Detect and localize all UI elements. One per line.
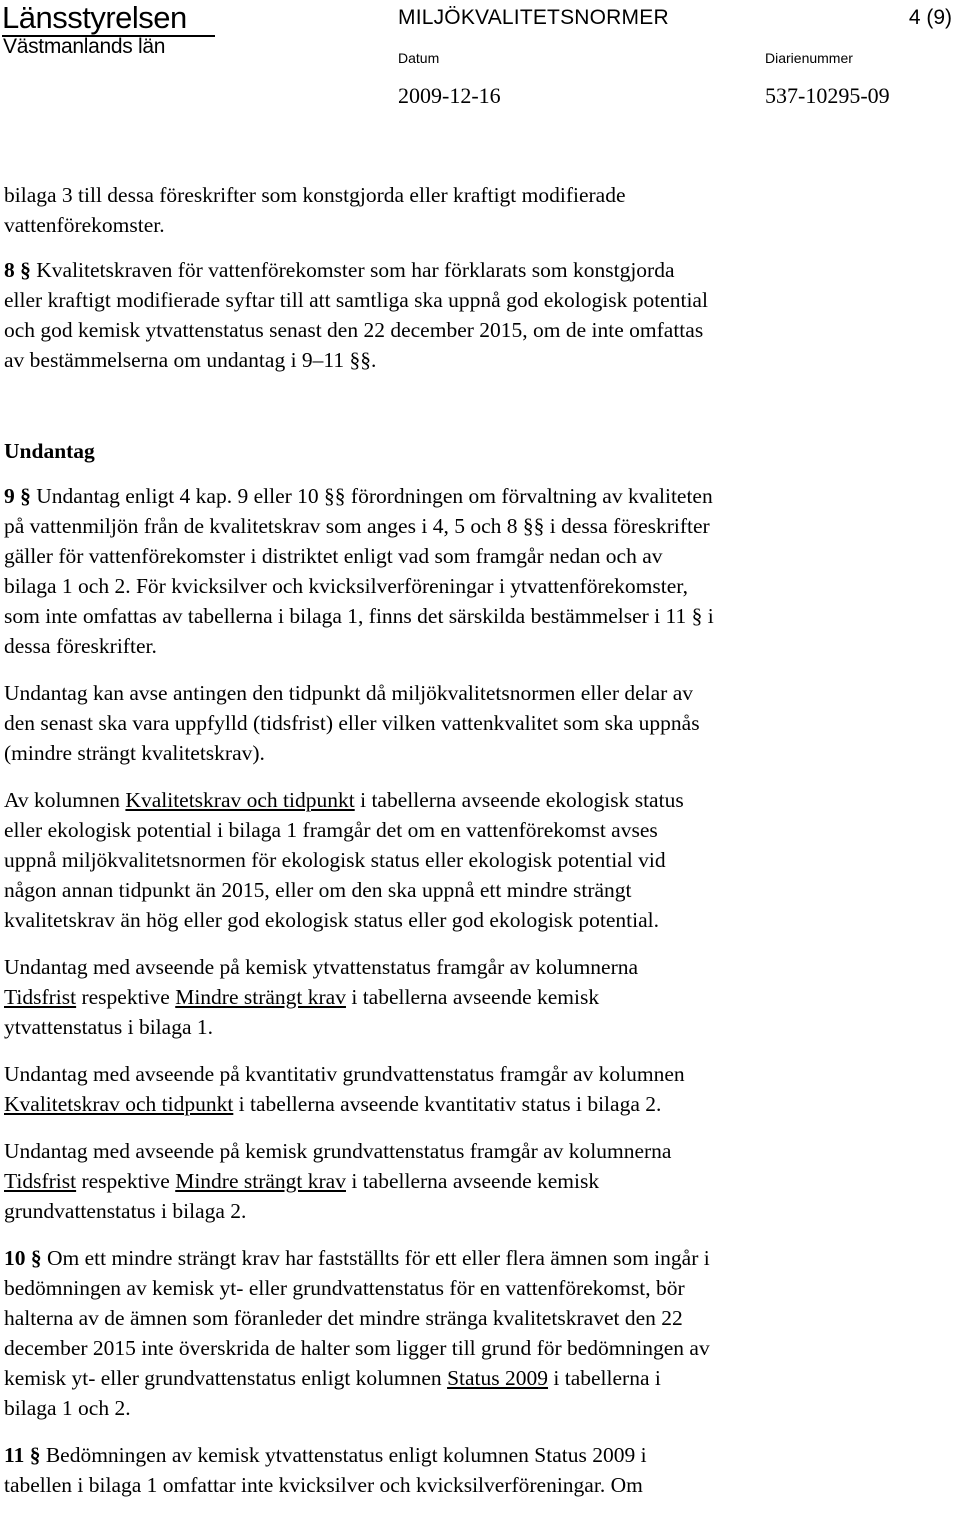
date-label: Datum — [398, 50, 440, 66]
text-span: kemisk yt- eller grundvattenstatus enligt kolumnen — [4, 1366, 448, 1390]
text-line: gäller för vattenförekomster i distriktet enligt vad som framgår nedan och av — [4, 544, 663, 568]
text-span: Kvalitetskraven för vattenförekomster som har förklarats som konstgjorda — [30, 258, 675, 282]
section-sign: § — [20, 258, 31, 282]
text-line — [4, 1440, 954, 1470]
text-line — [4, 785, 954, 815]
text-line: dessa föreskrifter. — [4, 634, 157, 658]
text-line: Undantag med avseende på kemisk ytvattenstatus framgår av kolumnerna — [4, 955, 639, 979]
text-line — [4, 982, 954, 1012]
text-line — [4, 1363, 954, 1393]
text-line: bilaga 3 till dessa föreskrifter som konstgjorda eller kraftigt modifierade — [4, 183, 626, 207]
text-span: i tabellerna avseende kemisk — [345, 985, 600, 1009]
text-line — [4, 481, 954, 511]
column-reference: Kvalitetskrav och tidpunkt — [125, 788, 355, 812]
document-type: MILJÖKVALITETSNORMER — [398, 6, 669, 29]
text-line: ytvattenstatus i bilaga 1. — [4, 1015, 213, 1039]
lansstyrelsen-logo — [2, 2, 216, 58]
paragraph-bilaga3 — [4, 180, 954, 240]
paragraph-kvantitativ — [4, 1059, 954, 1119]
page-number: 4 (9) — [908, 6, 952, 29]
date-value: 2009-12-16 — [398, 83, 501, 108]
text-line: vattenförekomster. — [4, 213, 165, 237]
section-number: 11 — [4, 1443, 25, 1467]
text-line: bilaga 1 och 2. — [4, 1396, 131, 1420]
text-line: bilaga 1 och 2. För kvicksilver och kvicksilverföreningar i ytvattenförekomster, — [4, 574, 688, 598]
text-span: Av kolumnen — [4, 788, 126, 812]
column-reference: Mindre strängt krav — [175, 985, 346, 1009]
text-line: december 2015 inte överskrida de halter som ligger till grund för bedömningen av — [4, 1336, 710, 1360]
text-span: respektive — [76, 985, 176, 1009]
text-line: (mindre strängt kvalitetskrav). — [4, 741, 265, 765]
text-line: av bestämmelserna om undantag i 9–11 §§. — [4, 348, 377, 372]
text-line: bedömningen av kemisk yt- eller grundvattenstatus för en vattenförekomst, bör — [4, 1276, 685, 1300]
text-span: i tabellerna avseende kvantitativ status i bilaga 2. — [233, 1092, 662, 1116]
text-line: den senast ska vara uppfylld (tidsfrist) eller vilken vattenkvalitet som ska uppnås — [4, 711, 700, 735]
text-line — [4, 1243, 954, 1273]
text-line: halterna av de ämnen som föranleder det mindre stränga kvalitetskravet den 22 — [4, 1306, 683, 1330]
section-number: 8 — [4, 258, 15, 282]
text-span: i tabellerna avseende ekologisk status — [354, 788, 684, 812]
paragraph-undantag — [4, 678, 954, 768]
text-line: kvalitetskrav än hög eller god ekologisk status eller god ekologisk potential. — [4, 908, 660, 932]
section-11 — [4, 1440, 954, 1500]
text-line: som inte omfattas av tabellerna i bilaga 1, finns det särskilda bestämmelser i 11 § i — [4, 604, 714, 628]
text-line: Undantag med avseende på kvantitativ grundvattenstatus framgår av kolumnen — [4, 1062, 685, 1086]
text-span: Bedömningen av kemisk ytvattenstatus enligt kolumnen Status 2009 i — [40, 1443, 647, 1467]
section-8 — [4, 255, 954, 375]
column-reference: Tidsfrist — [4, 985, 77, 1009]
section-number: 10 — [4, 1246, 26, 1270]
text-span: i tabellerna avseende kemisk — [345, 1169, 600, 1193]
column-reference: Kvalitetskrav och tidpunkt — [4, 1092, 234, 1116]
text-line — [4, 1089, 954, 1119]
text-line — [4, 1166, 954, 1196]
text-span: respektive — [76, 1169, 176, 1193]
text-line: Undantag med avseende på kemisk grundvattenstatus framgår av kolumnerna — [4, 1139, 672, 1163]
section-sign: § — [20, 484, 31, 508]
text-span: Om ett mindre strängt krav har fastställts för ett eller flera ämnen som ingår i — [41, 1246, 710, 1270]
section-10 — [4, 1243, 954, 1423]
text-span: i tabellerna i — [548, 1366, 661, 1390]
text-line: tabellen i bilaga 1 omfattar inte kvicksilver och kvicksilverföreningar. Om — [4, 1473, 643, 1497]
paragraph-kolumnen — [4, 785, 954, 935]
text-line: på vattenmiljön från de kvalitetskrav som anges i 4, 5 och 8 §§ i dessa föreskrifter — [4, 514, 710, 538]
text-line: eller kraftigt modifierade syftar till att samtliga ska uppnå god ekologisk potential — [4, 288, 708, 312]
section-heading: Undantag — [4, 439, 95, 463]
text-line — [4, 255, 954, 285]
diary-label: Diarienummer — [765, 50, 853, 66]
text-line: uppnå miljökvalitetsnormen för ekologisk status eller ekologisk potential vid — [4, 848, 666, 872]
text-line: och god kemisk ytvattenstatus senast den 22 december 2015, om de inte omfattas — [4, 318, 704, 342]
diary-value: 537-10295-09 — [765, 83, 890, 108]
document-body — [4, 180, 954, 1500]
column-reference: Mindre strängt krav — [175, 1169, 346, 1193]
text-line: grundvattenstatus i bilaga 2. — [4, 1199, 247, 1223]
section-sign: § — [30, 1246, 42, 1270]
paragraph-kemisk-ytvatten — [4, 952, 954, 1042]
text-line: eller ekologisk potential i bilaga 1 framgår det om en vattenförekomst avses — [4, 818, 658, 842]
column-reference: Status 2009 — [447, 1366, 549, 1390]
text-span: Undantag enligt 4 kap. 9 eller 10 §§ förordningen om förvaltning av kvaliteten — [30, 484, 713, 508]
text-line: Undantag kan avse antingen den tidpunkt då miljökvalitetsnormen eller delar av — [4, 681, 693, 705]
column-reference: Tidsfrist — [4, 1169, 77, 1193]
section-sign: § — [29, 1443, 41, 1467]
section-9 — [4, 481, 954, 661]
logo-agency-name: Länsstyrelsen — [2, 0, 187, 35]
paragraph-kemisk-grundvatten — [4, 1136, 954, 1226]
section-number: 9 — [4, 484, 15, 508]
logo-county-name: Västmanlands län — [3, 35, 166, 58]
text-line: någon annan tidpunkt än 2015, eller om den ska uppnå ett mindre strängt — [4, 878, 632, 902]
